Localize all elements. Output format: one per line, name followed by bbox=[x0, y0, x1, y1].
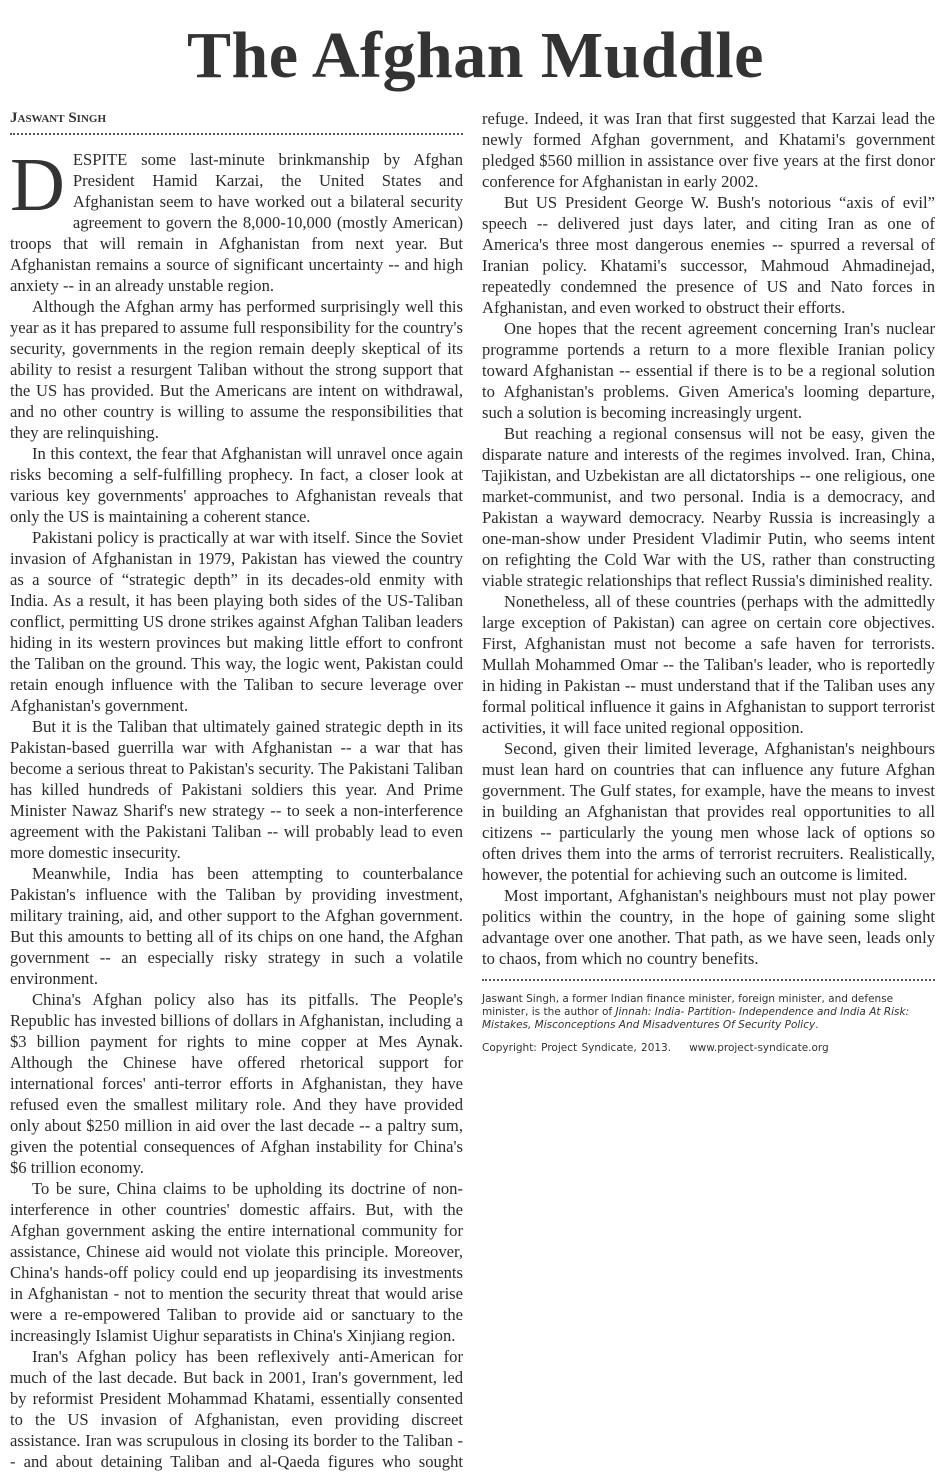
paragraph: China's Afghan policy also has its pitfalls. The People's Republic has invested billions of dollars in Afghanistan, including a $3 billion payment for rights to mine copper at Mes Aynak. Although the Chinese have offered rhetorical support for international forces' anti-terror efforts in Afghanistan, they have refused even the smallest military role. And they have provided only about $250 million in aid over the last decade -- a paltry sum, given the potential consequences of Afghan instability for China's $6 trillion economy. bbox=[10, 990, 463, 1177]
paragraph: To be sure, China claims to be upholding its doctrine of non-interference in other countries' domestic affairs. But, with the Afghan government asking the entire international community for assistance, Chinese aid would not violate this principle. Moreover, China's hands-off policy could end up jeopardising its investments in Afghanistan - not to mention the security threat that would arise were a re-empowered Taliban to provide aid or sanctuary to the increasingly Islamist Uighur separatists in China's Xinjiang region. bbox=[10, 1179, 463, 1345]
bio-end: . bbox=[815, 1019, 819, 1031]
copyright: Copyright: Project Syndicate, 2013. bbox=[482, 1042, 672, 1054]
paragraph: Nonetheless, all of these countries (perhaps with the admittedly large exception of Pakistan) can agree on certain core objectives. First, Afghanistan must not become a safe haven for terrorists. Mullah Mohammed Omar -- the Taliban's leader, who is reportedly in hiding in Pakistan -- must understand that if the Taliban uses any formal political influence it gains in Afghanistan to support terrorist activities, it will face united regional opposition. bbox=[482, 592, 935, 737]
author-byline: Jaswant Singh bbox=[10, 110, 106, 126]
paragraph: Iran's Afghan policy has been reflexively anti-American for much of the last decade. But back in 2001, Iran's government, led by reformist President Mohammad Khatami, essentially consented to the US invasion of Afghanistan, even providing discreet assistance. Iran was scrupulous in closing its border to the Taliban -- and about detaining Taliban and al-Qaeda figures who sought refuge. Indeed, it was Iran that first suggested that Karzai lead the newly formed Afghan government, and Khatami's government pledged $560 million in assistance over five years at the first donor conference for Afghanistan in early 2002. bbox=[10, 109, 935, 1471]
article-body bbox=[10, 108, 935, 1483]
paragraph: Most important, Afghanistan's neighbours must not play power politics within the country, in the hope of gaining some slight advantage over one another. That path, as we have seen, leads only to chaos, from which no country benefits. bbox=[482, 886, 935, 968]
website: www.project-syndicate.org bbox=[689, 1042, 829, 1054]
paragraph: In this context, the fear that Afghanistan will unravel once again risks becoming a self-fulfilling prophecy. In fact, a closer look at various key governments' approaches to Afghanistan reveals that only the US is maintaining a coherent stance. bbox=[10, 444, 463, 526]
paragraph: But it is the Taliban that ultimately gained strategic depth in its Pakistan-based guerrilla war with Afghanistan -- a war that has become a serious threat to Pakistan's security. The Pakistani Taliban has killed hundreds of Pakistani soldiers this year. And Prime Minister Nawaz Sharif's new strategy -- to seek a non-interference agreement with the Pakistani Taliban -- will probably lead to even more domestic insecurity. bbox=[10, 717, 463, 862]
book-titles: Jinnah: India- Partition- Independence and India At Risk: Mistakes, Misconceptions And Misadventures Of Security Policy bbox=[482, 1006, 910, 1031]
paragraph: Although the Afghan army has performed surprisingly well this year as it has prepared to assume full responsibility for the country's security, governments in the region remain deeply skeptical of its ability to resist a resurgent Taliban without the strong support that the US has provided. But the Americans are intent on withdrawal, and no other country is willing to assume the responsibilities that they are relinquishing. bbox=[10, 297, 463, 442]
drop-cap: D bbox=[10, 143, 65, 227]
footer-divider bbox=[482, 979, 935, 981]
copyright-line bbox=[482, 1042, 935, 1054]
paragraph: Pakistani policy is practically at war with itself. Since the Soviet invasion of Afghanistan in 1979, Pakistan has viewed the country as a source of “strategic depth” in its decades-old enmity with India. As a result, it has been playing both sides of the US-Taliban conflict, permitting US drone strikes against Afghan Taliban leaders hiding in its western provinces but making little effort to confront the Taliban on the ground. This way, the logic went, Pakistan could retain enough influence with the Taliban to secure leverage over Afghanistan's government. bbox=[10, 528, 463, 715]
author-bio bbox=[482, 993, 935, 1032]
paragraph bbox=[10, 143, 463, 296]
article-title: The Afghan Muddle bbox=[187, 19, 764, 92]
bio-text: Jaswant Singh, a former Indian finance minister, foreign minister, and defense minister, is the author of bbox=[482, 993, 894, 1018]
dotted-divider bbox=[10, 133, 463, 135]
paragraph: Second, given their limited leverage, Afghanistan's neighbours must lean hard on countries that can influence any future Afghan government. The Gulf states, for example, have the means to invest in building an Afghanistan that provides real opportunities to all citizens -- particularly the young men whose lack of options so often drives them into the arms of terrorist recruiters. Realistically, however, the potential for achieving such an outcome is limited. bbox=[482, 739, 935, 884]
paragraph-text: ESPITE some last-minute brinkmanship by Afghan President Hamid Karzai, the United States and Afghanistan seem to have worked out a bilateral security agreement to govern the 8,000-10,000 (mostly American) troops that will remain in Afghanistan from next year. But Afghanistan remains a source of significant uncertainty -- and high anxiety -- in an already unstable region. bbox=[10, 150, 463, 295]
paragraph: Meanwhile, India has been attempting to counterbalance Pakistan's influence with the Taliban by providing investment, military training, aid, and other support to the Afghan government. But this amounts to betting all of its chips on one hand, the Afghan government -- an especially risky strategy in such a volatile environment. bbox=[10, 864, 463, 988]
paragraph: One hopes that the recent agreement concerning Iran's nuclear programme portends a return to a more flexible Iranian policy toward Afghanistan -- essential if there is to be a regional solution to Afghanistan's problems. Given America's looming departure, such a solution is becoming increasingly urgent. bbox=[482, 319, 935, 422]
paragraph: But US President George W. Bush's notorious “axis of evil” speech -- delivered just days later, and citing Iran as one of America's three most dangerous enemies -- spurred a reversal of Iranian policy. Khatami's successor, Mahmoud Ahmadinejad, repeatedly condemned the presence of US and Nato forces in Afghanistan, and even worked to obstruct their efforts. bbox=[482, 193, 935, 317]
paragraph: But reaching a regional consensus will not be easy, given the disparate nature and interests of the regimes involved. Iran, China, Tajikistan, and Uzbekistan are all dictatorships -- one religious, one market-communist, and two personal. India is a democracy, and Pakistan a wayward democracy. Nearby Russia is increasingly a one-man-show under President Vladimir Putin, who seems intent on refighting the Cold War with the US, rather than constructing viable strategic relationships that reflect Russia's diminished reality. bbox=[482, 424, 935, 590]
